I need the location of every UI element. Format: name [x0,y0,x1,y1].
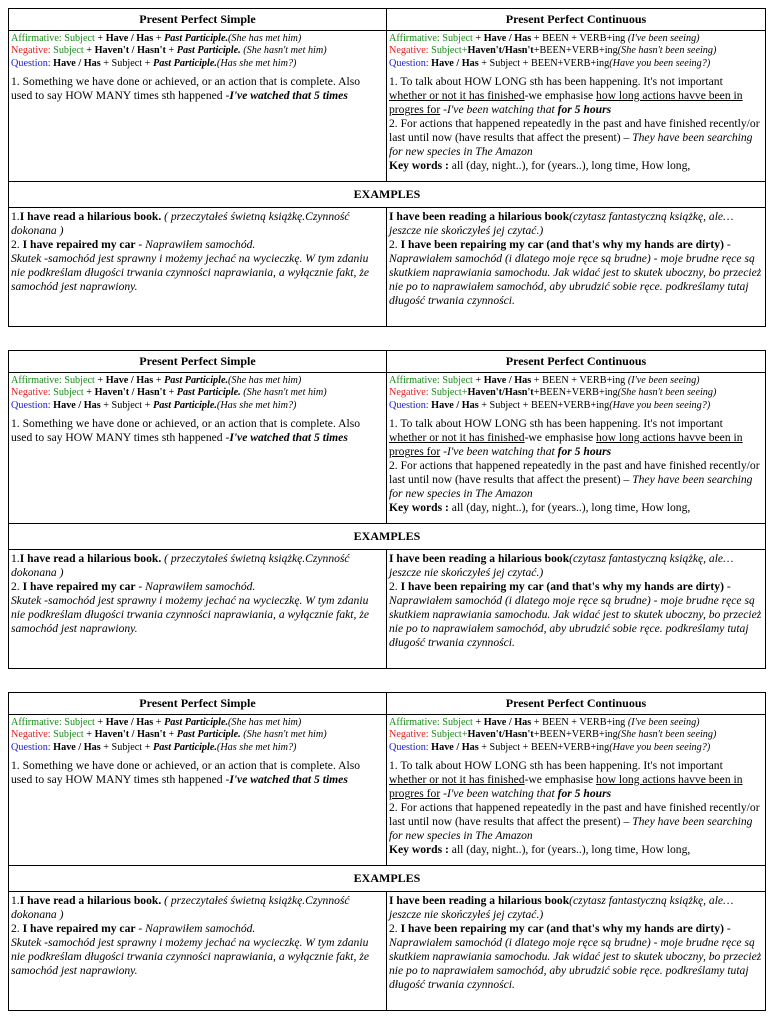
simple-cell [9,31,387,182]
examples-header: EXAMPLES [9,182,766,208]
simple-example-2-note: Skutek -samochód jest sprawny i możemy jechać na wycieczkę. W tym zdaniu nie podkreślam długości trwania czynności naprawiania, a wyłącznie fakt, że samochód jest naprawiony. [11,594,369,635]
simple-question: Question: Have / Has + Subject + Past Participle.(Has she met him?) [11,399,297,411]
simple-example-2-note: Skutek -samochód jest sprawny i możemy jechać na wycieczkę. W tym zdaniu nie podkreślam długości trwania czynności naprawiania, a wyłącznie fakt, że samochód jest naprawiony. [11,252,369,293]
continuous-example-2: 2. I have been repairing my car (and that's why my hands are dirty) - Naprawiałem samochód (i dlatego moje ręce są brudne) - moje brudne ręce są skutkiem naprawiania samochodu. Jak widać jest to skutek uboczny, bo przecież nie po to naprawiałem samochód, aby ubrudzić sobie ręce. podkreślamy tutaj długość trwania czynności. [389,580,762,649]
continuous-examples-cell [387,208,766,327]
simple-usage: 1. Something we have done or achieved, or an action that is complete. Also used to say HOW MANY times sth happened -I've watched that 5 times [11,75,361,103]
continuous-usage-2: 2. For actions that happened repeatedly in the past and have finished recently/or last until now (have results that affect the present) – They have been searching for new species in The Amazon [389,117,760,159]
simple-affirmative: Affirmative: Subject + Have / Has + Past Participle.(She has met him) [11,717,302,728]
simple-example-1: 1.I have read a hilarious book. ( przeczytałeś świetną książkę.Czynność dokonana ) [11,894,350,921]
continuous-usage-1: 1. To talk about HOW LONG sth has been happening. It's not important whether or not it has finished-we emphasise how long actions havve been in progres for -I've been watching that for 5 hours [389,75,743,117]
simple-usage: 1. Something we have done or achieved, or an action that is complete. Also used to say HOW MANY times sth happened -I've watched that 5 times [11,759,361,787]
continuous-question: Question: Have / Has + Subject + BEEN+VERB+ing(Have you been seeing?) [389,57,711,69]
grammar-table-1 [8,8,766,327]
examples-header-row [9,866,766,892]
simple-cell [9,373,387,524]
continuous-usage-2: 2. For actions that happened repeatedly in the past and have finished recently/or last until now (have results that affect the present) – They have been searching for new species in The Amazon [389,459,760,501]
header-row [9,693,766,715]
simple-examples-cell [9,892,387,1011]
grammar-table-3 [8,692,766,1011]
continuous-keywords: Key words : all (day, night..), for (years..), long time, How long, [389,843,691,857]
continuous-example-1: I have been reading a hilarious book(czytasz fantastyczną książkę, ale… jeszcze nie skończyłeś jej czytać.) [389,210,734,237]
header-simple: Present Perfect Simple [9,9,387,31]
simple-example-2: 2. I have repaired my car - Naprawiłem samochód. [11,922,256,935]
simple-affirmative: Affirmative: Subject + Have / Has + Past Participle.(She has met him) [11,33,302,44]
examples-header-row [9,182,766,208]
header-continuous: Present Perfect Continuous [387,693,766,715]
simple-example-1: 1.I have read a hilarious book. ( przeczytałeś świetną książkę.Czynność dokonana ) [11,210,350,237]
examples-header-row [9,524,766,550]
simple-negative: Negative: Subject + Haven't / Hasn't + Past Participle. (She hasn't met him) [11,45,327,57]
header-continuous: Present Perfect Continuous [387,351,766,373]
simple-cell [9,715,387,866]
simple-affirmative: Affirmative: Subject + Have / Has + Past Participle.(She has met him) [11,375,302,386]
examples-header: EXAMPLES [9,524,766,550]
continuous-negative: Negative: Subject+Haven't/Hasn't+BEEN+VERB+ing(She hasn't been seeing) [389,387,717,399]
header-simple: Present Perfect Simple [9,351,387,373]
continuous-negative: Negative: Subject+Haven't/Hasn't+BEEN+VERB+ing(She hasn't been seeing) [389,729,717,741]
continuous-keywords: Key words : all (day, night..), for (years..), long time, How long, [389,501,691,515]
examples-row [9,208,766,327]
simple-negative: Negative: Subject + Haven't / Hasn't + Past Participle. (She hasn't met him) [11,729,327,741]
simple-examples-cell [9,550,387,669]
header-continuous: Present Perfect Continuous [387,9,766,31]
continuous-affirmative: Affirmative: Subject + Have / Has + BEEN + VERB+ing (I've been seeing) [389,375,700,386]
forms-row [9,715,766,866]
examples-header: EXAMPLES [9,866,766,892]
continuous-question: Question: Have / Has + Subject + BEEN+VERB+ing(Have you been seeing?) [389,399,711,411]
continuous-usage-2: 2. For actions that happened repeatedly in the past and have finished recently/or last until now (have results that affect the present) – They have been searching for new species in The Amazon [389,801,760,843]
continuous-examples-cell [387,892,766,1011]
header-row [9,9,766,31]
header-simple: Present Perfect Simple [9,693,387,715]
simple-examples-cell [9,208,387,327]
continuous-question: Question: Have / Has + Subject + BEEN+VERB+ing(Have you been seeing?) [389,741,711,753]
continuous-usage-1: 1. To talk about HOW LONG sth has been happening. It's not important whether or not it has finished-we emphasise how long actions havve been in progres for -I've been watching that for 5 hours [389,759,743,801]
continuous-negative: Negative: Subject+Haven't/Hasn't+BEEN+VERB+ing(She hasn't been seeing) [389,45,717,57]
simple-example-2-note: Skutek -samochód jest sprawny i możemy jechać na wycieczkę. W tym zdaniu nie podkreślam długości trwania czynności naprawiania, a wyłącznie fakt, że samochód jest naprawiony. [11,936,369,977]
continuous-cell [387,373,766,524]
continuous-example-1: I have been reading a hilarious book(czytasz fantastyczną książkę, ale… jeszcze nie skończyłeś jej czytać.) [389,552,734,579]
simple-example-1: 1.I have read a hilarious book. ( przeczytałeś świetną książkę.Czynność dokonana ) [11,552,350,579]
continuous-examples-cell [387,550,766,669]
simple-question: Question: Have / Has + Subject + Past Participle.(Has she met him?) [11,57,297,69]
forms-row [9,31,766,182]
examples-row [9,550,766,669]
simple-usage: 1. Something we have done or achieved, or an action that is complete. Also used to say HOW MANY times sth happened -I've watched that 5 times [11,417,361,445]
simple-example-2: 2. I have repaired my car - Naprawiłem samochód. [11,238,256,251]
continuous-example-2: 2. I have been repairing my car (and that's why my hands are dirty) - Naprawiałem samochód (i dlatego moje ręce są brudne) - moje brudne ręce są skutkiem naprawiania samochodu. Jak widać jest to skutek uboczny, bo przecież nie po to naprawiałem samochód, aby ubrudzić sobie ręce. podkreślamy tutaj długość trwania czynności. [389,922,762,991]
simple-example-2: 2. I have repaired my car - Naprawiłem samochód. [11,580,256,593]
grammar-table-2 [8,350,766,669]
continuous-cell [387,715,766,866]
examples-row [9,892,766,1011]
continuous-affirmative: Affirmative: Subject + Have / Has + BEEN + VERB+ing (I've been seeing) [389,33,700,44]
continuous-usage-1: 1. To talk about HOW LONG sth has been happening. It's not important whether or not it has finished-we emphasise how long actions havve been in progres for -I've been watching that for 5 hours [389,417,743,459]
forms-row [9,373,766,524]
simple-negative: Negative: Subject + Haven't / Hasn't + Past Participle. (She hasn't met him) [11,387,327,399]
continuous-example-2: 2. I have been repairing my car (and that's why my hands are dirty) - Naprawiałem samochód (i dlatego moje ręce są brudne) - moje brudne ręce są skutkiem naprawiania samochodu. Jak widać jest to skutek uboczny, bo przecież nie po to naprawiałem samochód, aby ubrudzić sobie ręce. podkreślamy tutaj długość trwania czynności. [389,238,762,307]
continuous-keywords: Key words : all (day, night..), for (years..), long time, How long, [389,159,691,173]
header-row [9,351,766,373]
continuous-affirmative: Affirmative: Subject + Have / Has + BEEN + VERB+ing (I've been seeing) [389,717,700,728]
continuous-cell [387,31,766,182]
continuous-example-1: I have been reading a hilarious book(czytasz fantastyczną książkę, ale… jeszcze nie skończyłeś jej czytać.) [389,894,734,921]
simple-question: Question: Have / Has + Subject + Past Participle.(Has she met him?) [11,741,297,753]
